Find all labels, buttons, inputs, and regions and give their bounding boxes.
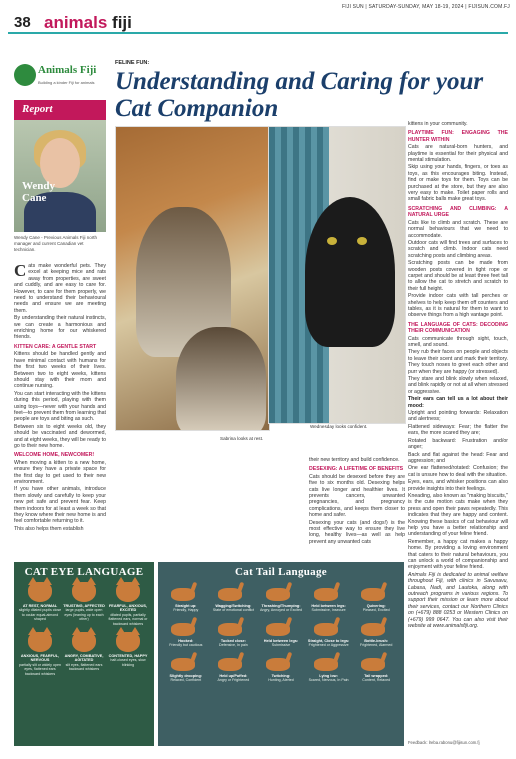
drop-cap: C: [14, 261, 27, 280]
cat-tail-icon: [264, 582, 298, 602]
tail-cell: [210, 617, 258, 648]
cat-tail-icon: [169, 617, 203, 637]
tail-cell-text: Angry, Annoyed or Excited: [259, 608, 303, 613]
header-divider: [8, 32, 508, 34]
tail-cell-heading: Straight up:: [175, 604, 197, 608]
tail-cell-text: Frightened, Alarmed: [360, 643, 393, 648]
tail-cell-text: Content, Relaxed: [362, 678, 391, 683]
section-title: [44, 13, 132, 33]
tail-cell-text: Frightened or Aggressive: [308, 643, 349, 648]
cat-tail-icon: [312, 582, 346, 602]
tail-cell-heading: Lying low:: [319, 673, 338, 678]
tail-cell-heading: Held up/Puffed:: [219, 673, 248, 678]
tail-cell: [257, 582, 305, 613]
cat-tail-icon: [169, 652, 203, 672]
tail-cell: [257, 652, 305, 683]
section-title-a: animals: [44, 13, 108, 32]
tail-cell-text: Friendly but cautious: [169, 643, 203, 648]
eye-cell-text: half-closed eyes, slow blinking: [110, 658, 146, 667]
cat-eye-language-infographic: [14, 562, 154, 746]
tail-cell: [305, 617, 353, 648]
tail-cell-text: Defensive, In pain: [219, 643, 248, 648]
cat-tail-icon: [312, 617, 346, 637]
eye-chart-grid: [18, 582, 150, 676]
eye-cell: [62, 632, 106, 676]
eye-cell-heading: FEARFUL, ANXIOUS, EXCITED: [108, 604, 148, 613]
tail-cell-heading: Thrashing/Thumping:: [261, 604, 301, 608]
eye-cell-text: large pupils, wide open eyes (leaning up to each other): [64, 608, 104, 622]
tail-cell-heading: Twitching:: [271, 673, 291, 678]
cat-tail-icon: [169, 582, 203, 602]
tail-cell-text: Submissive: [271, 643, 291, 648]
cat-tail-icon: [359, 652, 393, 672]
cat-tail-icon: [359, 582, 393, 602]
eye-cell-heading: TRUSTING, AFFECTED: [63, 604, 105, 608]
eye-cell: [106, 632, 150, 676]
tail-cell-heading: Slightly drooping:: [169, 673, 203, 678]
subhead-scratching: SCRATCHING AND CLIMBING: A NATURAL URGE: [408, 205, 508, 219]
tail-cell-text: Scared, Nervous, In Pain: [308, 678, 349, 683]
cat-tail-icon: [359, 617, 393, 637]
tail-cell-heading: Held between legs:: [311, 604, 346, 608]
kittens-photo: [115, 126, 270, 431]
eye-cell: [62, 582, 106, 626]
tail-cell: [210, 582, 258, 613]
cat-tail-language-infographic: [158, 562, 404, 746]
tail-cell: [352, 652, 400, 683]
subhead-welcome: WELCOME HOME, NEWCOMER!: [14, 452, 95, 459]
cat-face-icon: [28, 582, 52, 602]
logo-tagline: Building a kinder Fiji for animals: [38, 80, 95, 85]
tail-chart-grid: [162, 582, 400, 682]
author-photo: [14, 120, 106, 232]
page-number: 38: [14, 14, 31, 31]
cat-face-icon: [72, 632, 96, 652]
photo-caption-left: Sabrina looks at rest.: [220, 436, 264, 441]
eye-cell: [106, 582, 150, 626]
eye-cell-heading: CONTENTED, HAPPY: [108, 654, 148, 659]
tail-cell: [162, 617, 210, 648]
eye-cell-text: partially slit or widely open eyes, flattened ears backward whiskers: [19, 662, 61, 676]
cat-tail-icon: [264, 652, 298, 672]
animals-fiji-logo: [14, 62, 106, 96]
ears-heading: Their ears can tell us a lot about their mood:: [408, 396, 508, 409]
photo-caption-right: Wednesday looks confident.: [310, 424, 368, 429]
cat-face-icon: [116, 632, 140, 652]
eye-cell: [18, 632, 62, 676]
tail-cell-text: Friendly, Happy: [173, 608, 199, 613]
tail-cell-heading: Bottle-brush:: [364, 638, 389, 643]
tail-cell: [352, 617, 400, 648]
kicker: FELINE FUN:: [115, 60, 150, 66]
tail-cell-text: Relaxed, Confident: [170, 678, 202, 683]
paw-icon: [14, 64, 36, 86]
tail-cell: [257, 617, 305, 648]
author-caption: Wendy Cane - Previous Animals Fiji north manager and current Canadian vet technician.: [14, 235, 97, 252]
tail-cell-heading: Hooked:: [178, 638, 194, 643]
tail-cell: [210, 652, 258, 683]
cat-tail-icon: [216, 582, 250, 602]
cat-tail-icon: [216, 652, 250, 672]
cat-face-icon: [28, 632, 52, 652]
tail-cell-text: Angry or Frightened: [217, 678, 250, 683]
feedback-line: Feedback: lreba.rabonu@fijisun.com.fj: [408, 740, 480, 745]
logo-title: Animals Fiji: [38, 64, 97, 76]
tail-cell-text: State of emotional conflict: [212, 608, 254, 613]
tail-cell-heading: Wagging/Switching:: [215, 604, 252, 608]
cat-tail-icon: [312, 652, 346, 672]
tail-cell: [305, 652, 353, 683]
masthead: FIJI SUN | SATURDAY-SUNDAY, MAY 18-19, 2024 | FIJISUN.COM.FJ: [341, 4, 510, 10]
tail-chart-title: Cat Tail Language: [235, 566, 327, 578]
article-column-1: Cats make wonderful pets. They excel at keeping mice and rats away from properties, are sweet and cuddly, and are easy to care for. However, to care for them properly, we need to understand their behavioural needs and ensure we are meeting them. By understanding their natural instincts, we can create a harmonious and enriching home for our whiskered friends. KITTEN CARE: A GENTLE START Kittens should be handled gently and have minimal contact with humans for the first two weeks of their lives. Between two to eight weeks, kittens should stay with their mom and continue nursing. You can start interacting with the kittens during this period, playing with them using toys—never with your hands and feet—to prevent them from learning that people are toys and biting as such. Between six to eight weeks old, they should be vaccinated and dewormed, and at eight weeks, they will be ready to go to their new home. WELCOME HOME, NEWCOMER! When moving a kitten to a new home, ensure they have a private space for the first day to get used to their new environment. If you have other animals, introduce them slowly and carefully to keep your new pet safe and prevent fear. Keep them indoors for at least a week so that they know where their new home is and feel comfortable returning to it. This also helps them establish: [14, 261, 106, 532]
subhead-kitten-care: KITTEN CARE: A GENTLE START: [14, 343, 97, 350]
tail-cell-text: Pleased, Excited: [362, 608, 390, 613]
eye-cell-heading: AT REST, NORMAL: [22, 604, 58, 608]
article-column-3: kittens in your community. PLAYTIME FUN: ENGAGING THE HUNTER WITHIN Cats are natural-born hunters, and playtime is essential for their physical and mental stimulation. Skip using your hands, fingers, or toes as toys, as this encourages biting. Instead, find or make toys for them. Toys can be purchased at the store, but they are also very easy to make. Toilet paper rolls and small fabric balls make great toys. SCRATCHING AND CLIMBING: A NATURAL URGE Cats like to climb and scratch. These are normal behaviours that we need to accommodate. Outdoor cats will find trees and surfaces to scratch and climb. Indoor cats need scratching posts and climbing areas. Scratching posts can be made from wooden posts covered in tight rope or carpet and should be at least three feet tall to allow the cat to stretch and scratch to their full height. Provide indoor cats with tall perches or shelves to help keep them off counters and tables, as it is natural for them to want to observe things from a high vantage point. THE LANGUAGE OF CATS: DECODING THEIR COMMUNICATION Cats communicate through sight, touch, smell, and sound. They rub their faces on people and objects to leave their scent and mark their territory. They touch noses to greet each other and purr when they are happy (or stressed). They stare and blink slowly when relaxed, and blink rapidly or not at all when stressed or aggressive. Their ears can tell us a lot about their mood: Upright and pointing forwards: Relaxation and alertness; Flattened sideways: Fear; the flatter the ears, the more scared they are; Rotated backward: Frustration and/or anger; Back and flat against the head: Fear and aggression; and One ear flattened/rotated: Confusion; the cat is unsure how to deal with the situation. Eyes, ears, and whisker positions can also provide insights into their feelings. Kneading, also known as "making biscuits," is the cute motion cats make when they press and open their paws repeatedly. This indicates that they are happy and content. Knowing these basics of cat behaviour will help you have a better relationship and understanding of your feline friend. Remember, a happy cat makes a happy home. By providing a loving environment that caters to their natural behaviours, you can unlock a world of companionship and enjoyment with your feline friend. Animals Fiji is dedicated to animal welfare throughout Fiji, with clinics in Savusavu, Labasa, Nadi, and Lautoka, along with outreach programs in various regions. To support their mission or learn more about their services, contact our Northern Clinics on (+679) 888 0253 or Western Clinics on (+679) 999 0647. You can also visit their website at www.animalsfiji.org.: [408, 121, 508, 630]
tail-cell-heading: Straight, Close to legs:: [307, 638, 350, 643]
tail-cell-heading: Tucked close:: [220, 638, 246, 643]
subhead-desexing: DESEXING: A LIFETIME OF BENEFITS: [309, 466, 404, 473]
tail-cell: [352, 582, 400, 613]
eye-chart-title: CAT EYE LANGUAGE: [24, 566, 144, 578]
cat-tail-icon: [264, 617, 298, 637]
tail-cell: [162, 582, 210, 613]
eye-cell-heading: ANGRY, COMBATIVE, AGITATED: [64, 654, 104, 663]
eye-cell-text: slit eyes, flattened ears backward whiskers: [65, 662, 103, 672]
headline: Understanding and Caring for your Cat Companion: [115, 68, 484, 122]
tail-cell-text: Submissive, Insecure: [311, 608, 346, 613]
author-name: Wendy Cane: [22, 180, 56, 204]
cat-face-icon: [72, 582, 96, 602]
tail-cell-heading: Quivering:: [366, 604, 386, 608]
eye-cell-text: dilated pupils, partially flattened ears, normal or backward whiskers: [108, 612, 148, 626]
tail-cell-heading: Tail wrapped:: [364, 673, 389, 678]
tail-cell: [162, 652, 210, 683]
eye-cell-text: slightly dilated pupils close to ocular equal-almond shaped: [18, 608, 62, 622]
section-title-b: fiji: [112, 13, 132, 32]
article-column-2: their new territory and build confidence. DESEXING: A LIFETIME OF BENEFITS Cats should be desexed before they are five to six months old. Desexing helps cats live longer and healthier lives. It prevents cancers, unwanted pregnancies, and pregnancy complications, and keeps them closer to home and safer. Desexing your cats (and dogs!) is the most effective way to ensure they live long, healthy lives—as well as help prevent any unwanted cats: [309, 457, 405, 545]
cat-face-icon: [116, 582, 140, 602]
black-cat-photo: [268, 126, 406, 424]
eye-cell: [18, 582, 62, 626]
report-label: Report: [14, 100, 106, 120]
subhead-language: THE LANGUAGE OF CATS: DECODING THEIR COMMUNICATION: [408, 321, 508, 335]
eye-cell-heading: ANXIOUS, FEARFUL, NERVOUS: [20, 654, 60, 663]
tail-cell: [305, 582, 353, 613]
tail-cell-heading: Held between legs:: [263, 638, 299, 643]
subhead-playtime: PLAYTIME FUN: ENGAGING THE HUNTER WITHIN: [408, 130, 508, 143]
cat-tail-icon: [216, 617, 250, 637]
tail-cell-text: Hunting, Alerted: [268, 678, 294, 683]
